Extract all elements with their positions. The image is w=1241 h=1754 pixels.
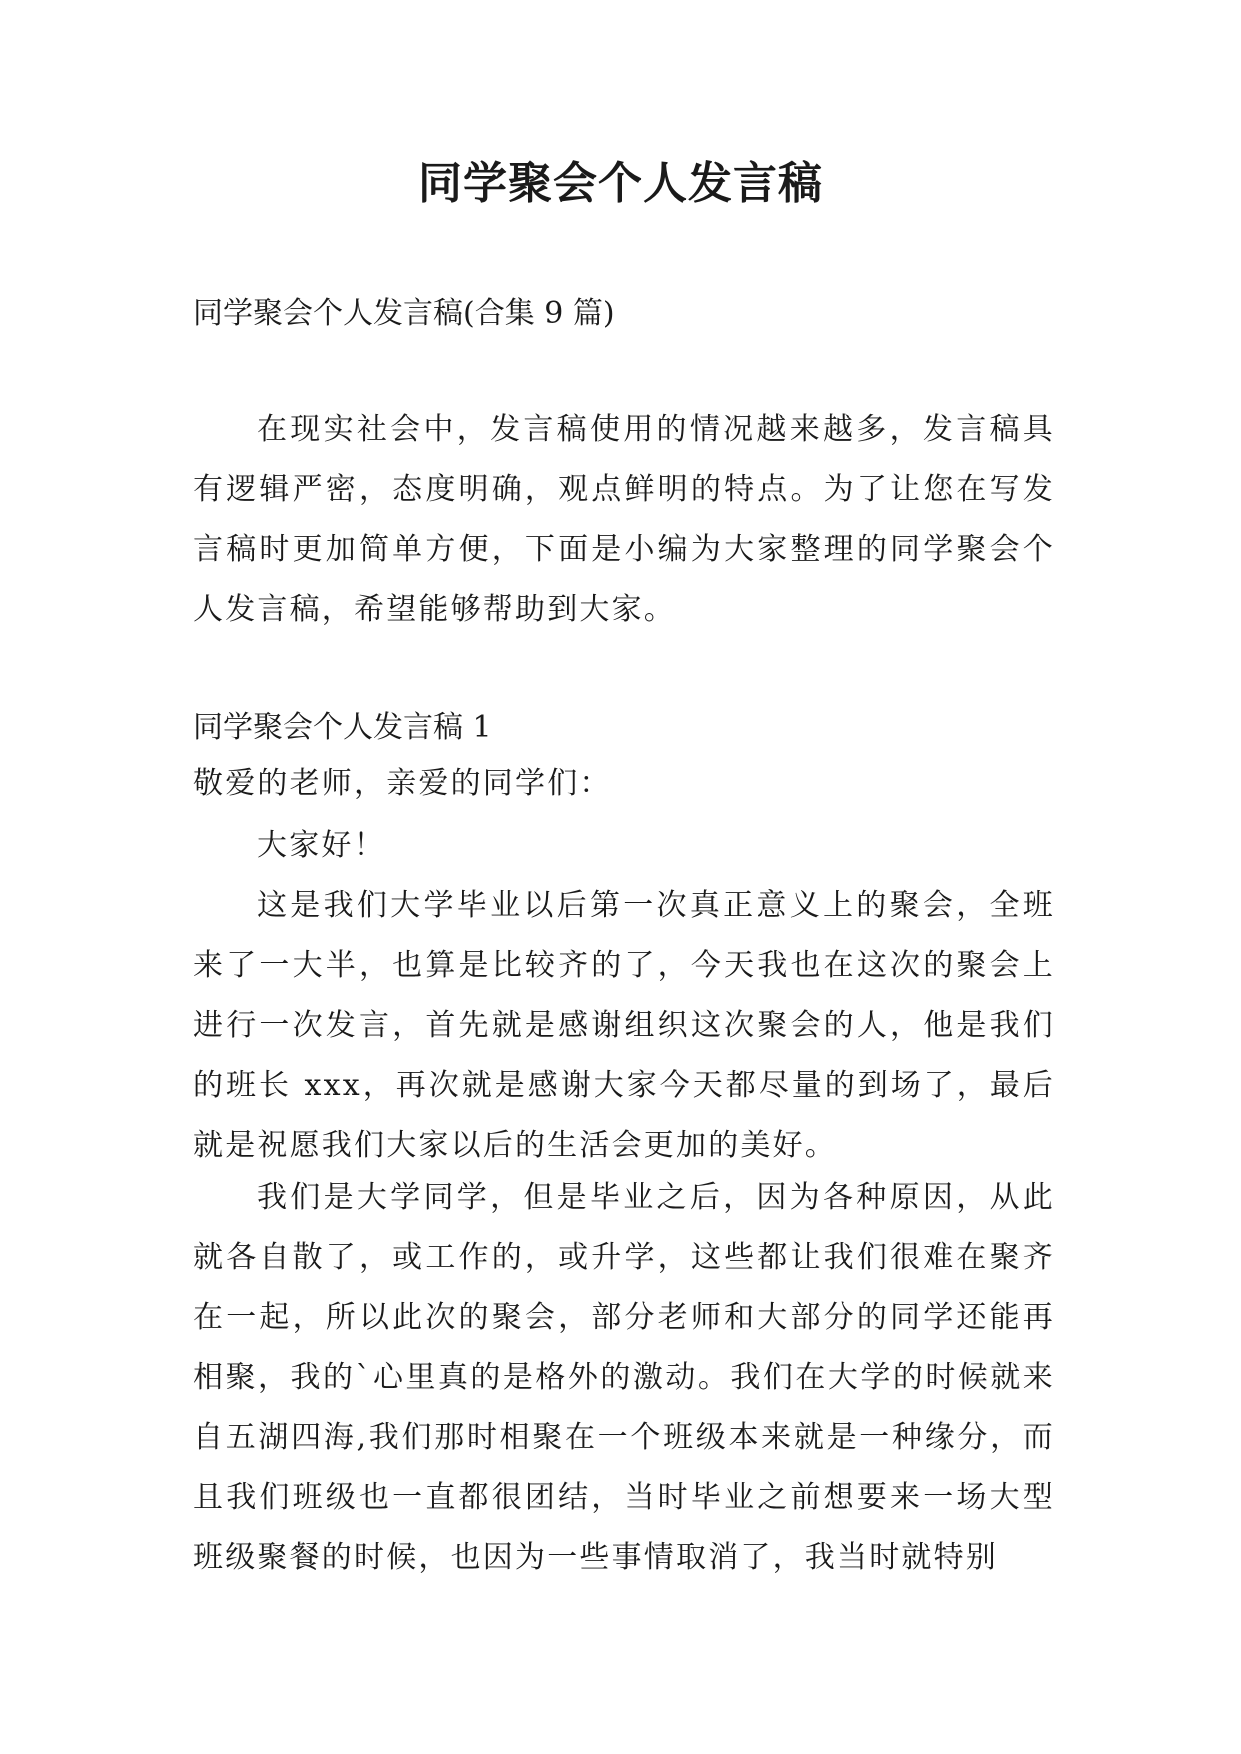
body-paragraph-1: 这是我们大学毕业以后第一次真正意义上的聚会，全班来了一大半，也算是比较齐的了，今天我也在这次的聚会上进行一次发言，首先就是感谢组织这次聚会的人，他是我们的班长 xxx，再次就是感谢大家今天都尽量的到场了，最后就是祝愿我们大家以后的生活会更加的美好。	[193, 888, 1055, 1163]
section-heading: 同学聚会个人发言稿 1	[193, 710, 492, 745]
document-title: 同学聚会个人发言稿	[418, 158, 823, 209]
intro-paragraph: 在现实社会中，发言稿使用的情况越来越多，发言稿具有逻辑严密，态度明确，观点鲜明的特点。为了让您在写发言稿时更加简单方便，下面是小编为大家整理的同学聚会个人发言稿，希望能够帮助到大家。	[193, 412, 1055, 627]
salutation: 敬爱的老师，亲爱的同学们：	[193, 766, 612, 801]
document-subtitle: 同学聚会个人发言稿(合集 9 篇)	[193, 296, 615, 331]
body-paragraph-2: 我们是大学同学，但是毕业之后，因为各种原因，从此就各自散了，或工作的，或升学，这些都让我们很难在聚齐在一起，所以此次的聚会，部分老师和大部分的同学还能再相聚，我的`心里真的是格外的激动。我们在大学的时候就来自五湖四海,我们那时相聚在一个班级本来就是一种缘分，而且我们班级也一直都很团结，当时毕业之前想要来一场大型班级聚餐的时候，也因为一些事情取消了，我当时就特别	[193, 1180, 1055, 1575]
greeting: 大家好！	[257, 828, 386, 863]
